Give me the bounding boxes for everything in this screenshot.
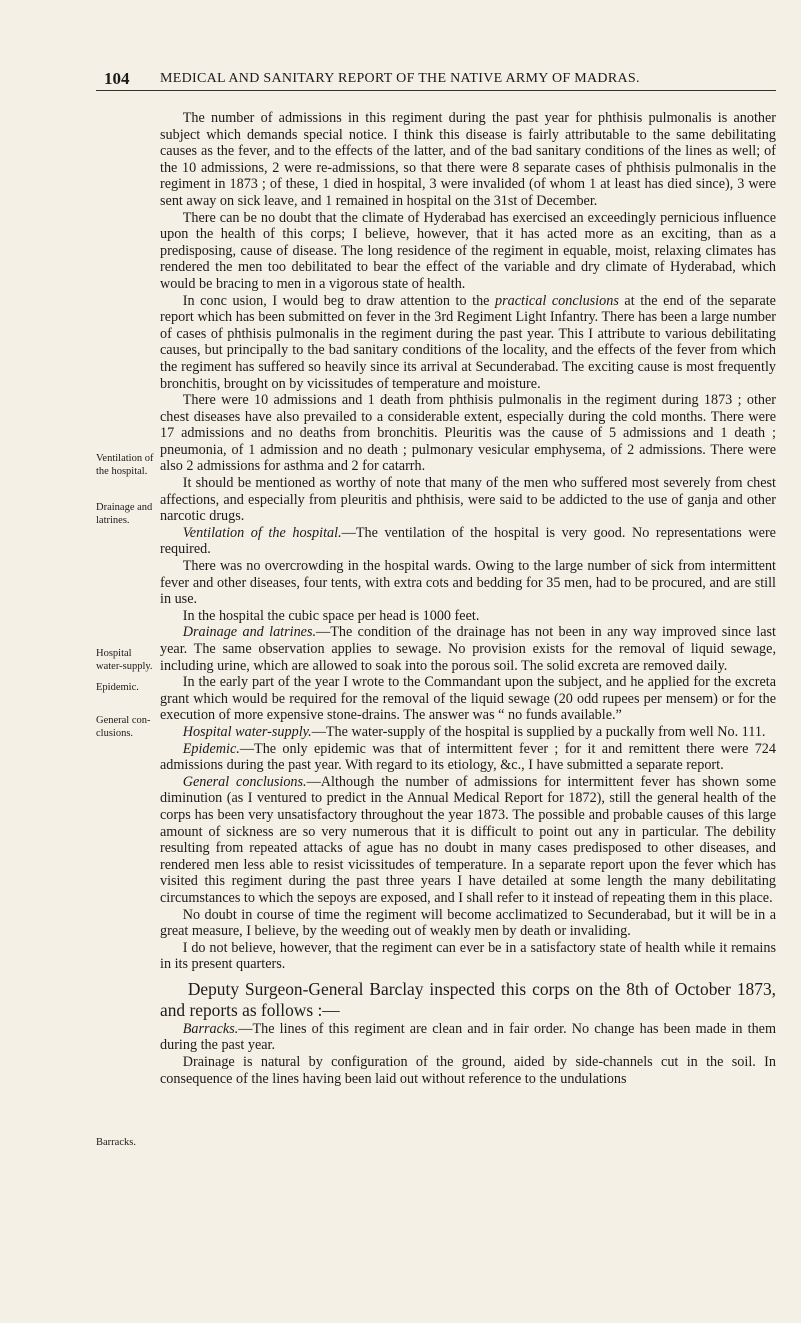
- side-note-ventilation: Ventilation of the hospital.: [96, 453, 154, 477]
- paragraph: It should be mentioned as worthy of note that many of the men who suffered most severely from chest affections, and especially from pleuritis and phthisis, were said to be addicted to the use of ganja and other narcotic drugs.: [160, 475, 776, 525]
- side-note-drainage: Drainage and latrines.: [96, 502, 153, 526]
- paragraph: There were 10 admissions and 1 death from phthisis pulmonalis in the regiment during 1873 ; other chest diseases have also prevailed to a considerable extent, especially during the cold months. There were 17 admissions and no deaths from bronchitis. Pleuritis was the cause of 5 admissions and 1 death ; pneumonia, of 1 admission and no death ; pulmonary vesicular emphysema, of 2 admissions. There were also 2 admissions for asthma and 2 for catarrh.: [160, 392, 776, 475]
- paragraph: There can be no doubt that the climate of Hyderabad has exercised an exceedingly pernicious influence upon the health of this corps; I believe, however, that it has acted more as an exciting, than as a predisposing, cause of disease. The long residence of the regiment in equable, moist, relaxing climates has rendered the men too debilitated to bear the effect of the variable and dry climate of Hyderabad, which would be bracing to men in a vigorous state of health.: [160, 209, 776, 292]
- side-note-barracks: Barracks.: [96, 1137, 136, 1148]
- paragraph: General conclusions.—Although the number of admissions for intermittent fever has shown some diminution (as I ventured to predict in the Annual Medical Report for 1872), still the general health of the corps has been very unsatisfactory throughout the year 1873. The possible and probable causes of this large amount of sickness are so very numerous that it is difficult to point out any in particular. The debility resulting from repeated attacks of ague has no doubt in many cases predisposed to other diseases, and rendered men less able to resist vicissitudes of temperature. In a separate report upon the fever which has visited this regiment during the past three years I have detailed at some length the many debilitating circumstances to which the sepoys are exposed, and I shall refer to it instead of repeating them in this place.: [160, 773, 776, 906]
- side-note-water-supply: Hospital water-supply.: [96, 648, 153, 672]
- paragraph: Drainage and latrines.—The condition of the drainage has not been in any way improved since last year. The same observation applies to sewage. No provision exists for the removal of liquid sewage, including urine, which are allowed to soak into the porous soil. The solid excreta are removed daily.: [160, 624, 776, 674]
- page-number: 104: [104, 69, 130, 88]
- paragraph: No doubt in course of time the regiment will become acclimatized to Secunderabad, but it will be in a great measure, I believe, by the weeding out of weakly men by death or invaliding.: [160, 906, 776, 940]
- paragraph: In the hospital the cubic space per head is 1000 feet.: [182, 607, 480, 624]
- paragraph: There was no overcrowding in the hospital wards. Owing to the large number of sick from intermittent fever and other diseases, four tents, with extra cots and bedding for 35 men, had to be procured, and are still in use.: [160, 558, 776, 608]
- body-text: [160, 110, 776, 1087]
- paragraph: Barracks.—The lines of this regiment are clean and in fair order. No change has been made in them during the past year.: [160, 1020, 776, 1054]
- paragraph: Hospital water-supply.—The water-supply of the hospital is supplied by a puckally from well No. 111.: [182, 723, 766, 740]
- paragraph: In conc usion, I would beg to draw attention to the practical conclusions at the end of the separate report which has been submitted on fever in the 3rd Regiment Light Infantry. There has been a large number of cases of phthisis pulmonalis in the regiment during the past year. This I attribute to various debilitating causes, but principally to the bad sanitary conditions of the locality, and the effects of the fever from which the regiment has suffered so heavily since its arrival at Secunderabad. The exciting cause is most frequently bronchitis, brought on by vicissitudes of temperature and moisture.: [160, 292, 776, 392]
- page-header: [96, 66, 776, 91]
- paragraph: The number of admissions in this regiment during the past year for phthisis pulmonalis is another subject which demands special notice. I think this disease is fairly attributable to the same debilitating causes as the fever, and to the effects of the latter, and of the bad sanitary conditions of the lines as well; of the 10 admissions, 2 were re-admissions, so that there were 8 separate cases of phthisis pulmonalis in the regiment in 1873 ; of these, 1 died in hospital, 3 were invalided (of whom 1 at least has died since), 3 were sent away on sick leave, and 1 remained in hospital on the 31st of December.: [160, 110, 776, 209]
- paragraph: Drainage is natural by configuration of the ground, aided by side-channels cut in the soil. In consequence of the lines having been laid out without reference to the undulations: [160, 1054, 776, 1087]
- inspection-heading: Deputy Surgeon-General Barclay inspected this corps on the 8th of October 1873, and reports as follows :—: [160, 978, 776, 1020]
- paragraph: I do not believe, however, that the regiment can ever be in a satisfactory state of health while it remains in its present quarters.: [160, 939, 776, 973]
- side-note-general-conclusions: General con-clusions.: [96, 715, 151, 739]
- paragraph: Epidemic.—The only epidemic was that of intermittent fever ; for it and remittent there were 724 admissions during the past year. With regard to its etiology, &c., I have submitted a separate report.: [160, 740, 776, 774]
- side-note-epidemic: Epidemic.: [96, 682, 139, 693]
- running-title: MEDICAL AND SANITARY REPORT OF THE NATIVE ARMY OF MADRAS.: [160, 71, 640, 86]
- paragraph: In the early part of the year I wrote to the Commandant upon the subject, and he applied for the excreta grant which would be required for the removal of the liquid sewage (20 odd rupees per mensem) or for the execution of more expensive stone-drains. The answer was “ no funds available.”: [160, 674, 776, 724]
- paragraph: Ventilation of the hospital.—The ventilation of the hospital is very good. No representations were required.: [160, 524, 776, 558]
